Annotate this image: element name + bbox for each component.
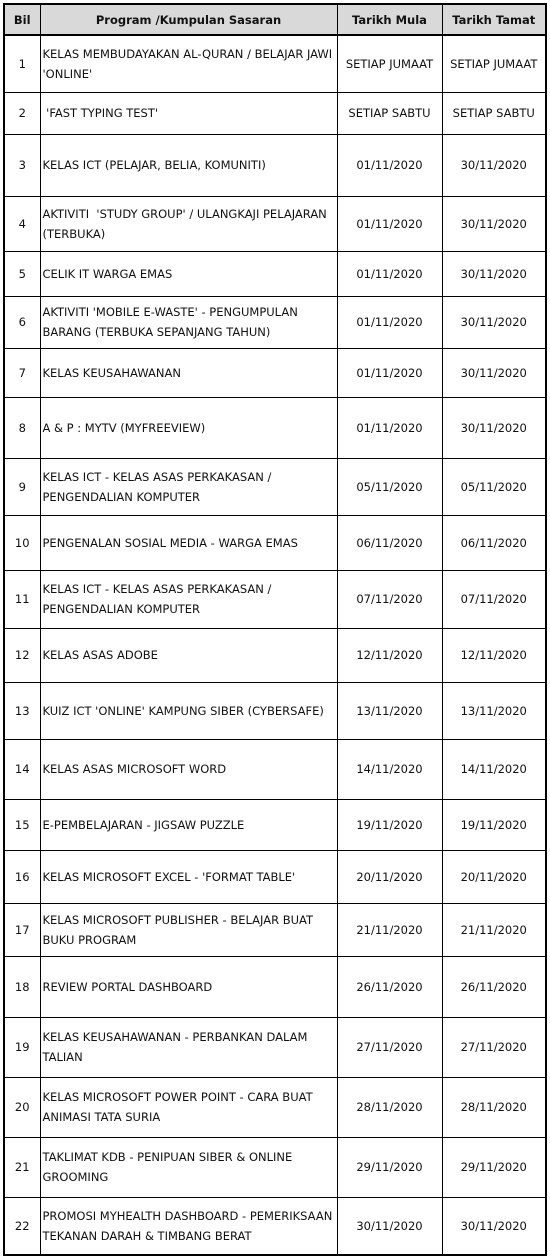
cell-start-date: 30/11/2020	[337, 1197, 442, 1255]
cell-bil: 3	[4, 134, 40, 196]
cell-start-date: 20/11/2020	[337, 850, 442, 903]
header-start-date: Tarikh Mula	[337, 4, 442, 35]
cell-program: PENGENALAN SOSIAL MEDIA - WARGA EMAS	[40, 515, 337, 570]
cell-program: KELAS MICROSOFT POWER POINT - CARA BUAT ANIMASI TATA SURIA	[40, 1077, 337, 1137]
cell-end-date: 30/11/2020	[442, 348, 546, 397]
table-row	[4, 515, 546, 570]
table-row	[4, 458, 546, 515]
table-row	[4, 348, 546, 397]
table-row	[4, 903, 546, 956]
cell-bil: 6	[4, 296, 40, 348]
cell-start-date: 01/11/2020	[337, 251, 442, 296]
table-row	[4, 196, 546, 251]
cell-start-date: SETIAP SABTU	[337, 92, 442, 134]
cell-program: AKTIVITI 'STUDY GROUP' / ULANGKAJI PELAJARAN (TERBUKA)	[40, 196, 337, 251]
cell-start-date: 01/11/2020	[337, 134, 442, 196]
table-row	[4, 850, 546, 903]
cell-end-date: 20/11/2020	[442, 850, 546, 903]
header-end-date: Tarikh Tamat	[442, 4, 546, 35]
cell-program: REVIEW PORTAL DASHBOARD	[40, 956, 337, 1017]
cell-start-date: 01/11/2020	[337, 397, 442, 458]
cell-bil: 21	[4, 1137, 40, 1197]
table-row	[4, 570, 546, 628]
cell-start-date: 01/11/2020	[337, 348, 442, 397]
table-row	[4, 1017, 546, 1077]
table-row	[4, 134, 546, 196]
cell-start-date: 27/11/2020	[337, 1017, 442, 1077]
cell-program: 'FAST TYPING TEST'	[40, 92, 337, 134]
cell-start-date: 01/11/2020	[337, 296, 442, 348]
cell-start-date: SETIAP JUMAAT	[337, 35, 442, 92]
cell-program: KELAS MEMBUDAYAKAN AL-QURAN / BELAJAR JAWI 'ONLINE'	[40, 35, 337, 92]
cell-bil: 8	[4, 397, 40, 458]
cell-program: KELAS ASAS MICROSOFT WORD	[40, 739, 337, 799]
table-row	[4, 1077, 546, 1137]
cell-end-date: 30/11/2020	[442, 251, 546, 296]
cell-end-date: 29/11/2020	[442, 1137, 546, 1197]
cell-program: KELAS ICT (PELAJAR, BELIA, KOMUNITI)	[40, 134, 337, 196]
cell-start-date: 05/11/2020	[337, 458, 442, 515]
cell-program: KELAS ICT - KELAS ASAS PERKAKASAN / PENGENDALIAN KOMPUTER	[40, 570, 337, 628]
cell-program: AKTIVITI 'MOBILE E-WASTE' - PENGUMPULAN BARANG (TERBUKA SEPANJANG TAHUN)	[40, 296, 337, 348]
table-row	[4, 956, 546, 1017]
table-row	[4, 739, 546, 799]
cell-end-date: 13/11/2020	[442, 682, 546, 739]
cell-program: CELIK IT WARGA EMAS	[40, 251, 337, 296]
cell-end-date: 05/11/2020	[442, 458, 546, 515]
header-row	[4, 4, 546, 35]
cell-program: KELAS KEUSAHAWANAN	[40, 348, 337, 397]
cell-start-date: 06/11/2020	[337, 515, 442, 570]
cell-end-date: 30/11/2020	[442, 1197, 546, 1255]
cell-bil: 4	[4, 196, 40, 251]
cell-bil: 7	[4, 348, 40, 397]
cell-start-date: 12/11/2020	[337, 628, 442, 682]
cell-program: A & P : MYTV (MYFREEVIEW)	[40, 397, 337, 458]
cell-end-date: 28/11/2020	[442, 1077, 546, 1137]
cell-end-date: 06/11/2020	[442, 515, 546, 570]
cell-end-date: 30/11/2020	[442, 134, 546, 196]
cell-start-date: 28/11/2020	[337, 1077, 442, 1137]
cell-program: TAKLIMAT KDB - PENIPUAN SIBER & ONLINE GROOMING	[40, 1137, 337, 1197]
cell-program: KUIZ ICT 'ONLINE' KAMPUNG SIBER (CYBERSAFE)	[40, 682, 337, 739]
cell-start-date: 26/11/2020	[337, 956, 442, 1017]
header-bil: Bil	[4, 4, 40, 35]
cell-end-date: SETIAP SABTU	[442, 92, 546, 134]
cell-program: KELAS MICROSOFT EXCEL - 'FORMAT TABLE'	[40, 850, 337, 903]
cell-bil: 15	[4, 799, 40, 850]
cell-end-date: 12/11/2020	[442, 628, 546, 682]
cell-bil: 14	[4, 739, 40, 799]
cell-end-date: 30/11/2020	[442, 296, 546, 348]
cell-bil: 19	[4, 1017, 40, 1077]
cell-bil: 10	[4, 515, 40, 570]
cell-bil: 16	[4, 850, 40, 903]
program-schedule-table	[3, 3, 547, 1256]
table-body	[4, 35, 546, 1255]
cell-program: KELAS ASAS ADOBE	[40, 628, 337, 682]
cell-bil: 20	[4, 1077, 40, 1137]
table-row	[4, 251, 546, 296]
cell-start-date: 21/11/2020	[337, 903, 442, 956]
table-row	[4, 35, 546, 92]
cell-program: KELAS MICROSOFT PUBLISHER - BELAJAR BUAT BUKU PROGRAM	[40, 903, 337, 956]
cell-bil: 1	[4, 35, 40, 92]
table-header	[4, 4, 546, 35]
cell-end-date: 21/11/2020	[442, 903, 546, 956]
cell-bil: 22	[4, 1197, 40, 1255]
cell-end-date: 30/11/2020	[442, 397, 546, 458]
cell-bil: 12	[4, 628, 40, 682]
cell-end-date: 27/11/2020	[442, 1017, 546, 1077]
cell-start-date: 29/11/2020	[337, 1137, 442, 1197]
cell-end-date: 14/11/2020	[442, 739, 546, 799]
cell-end-date: SETIAP JUMAAT	[442, 35, 546, 92]
header-program: Program /Kumpulan Sasaran	[40, 4, 337, 35]
table-row	[4, 628, 546, 682]
cell-end-date: 07/11/2020	[442, 570, 546, 628]
cell-end-date: 26/11/2020	[442, 956, 546, 1017]
cell-start-date: 13/11/2020	[337, 682, 442, 739]
cell-start-date: 19/11/2020	[337, 799, 442, 850]
cell-bil: 9	[4, 458, 40, 515]
cell-bil: 5	[4, 251, 40, 296]
table-row	[4, 1137, 546, 1197]
cell-bil: 2	[4, 92, 40, 134]
cell-program: PROMOSI MYHEALTH DASHBOARD - PEMERIKSAAN TEKANAN DARAH & TIMBANG BERAT	[40, 1197, 337, 1255]
cell-end-date: 30/11/2020	[442, 196, 546, 251]
cell-bil: 18	[4, 956, 40, 1017]
cell-bil: 13	[4, 682, 40, 739]
table-row	[4, 397, 546, 458]
cell-end-date: 19/11/2020	[442, 799, 546, 850]
cell-program: KELAS KEUSAHAWANAN - PERBANKAN DALAM TALIAN	[40, 1017, 337, 1077]
cell-program: E-PEMBELAJARAN - JIGSAW PUZZLE	[40, 799, 337, 850]
cell-start-date: 07/11/2020	[337, 570, 442, 628]
cell-program: KELAS ICT - KELAS ASAS PERKAKASAN / PENGENDALIAN KOMPUTER	[40, 458, 337, 515]
cell-bil: 11	[4, 570, 40, 628]
cell-start-date: 01/11/2020	[337, 196, 442, 251]
table-row	[4, 799, 546, 850]
table-row	[4, 296, 546, 348]
cell-start-date: 14/11/2020	[337, 739, 442, 799]
table-row	[4, 1197, 546, 1255]
table-row	[4, 92, 546, 134]
cell-bil: 17	[4, 903, 40, 956]
table-row	[4, 682, 546, 739]
